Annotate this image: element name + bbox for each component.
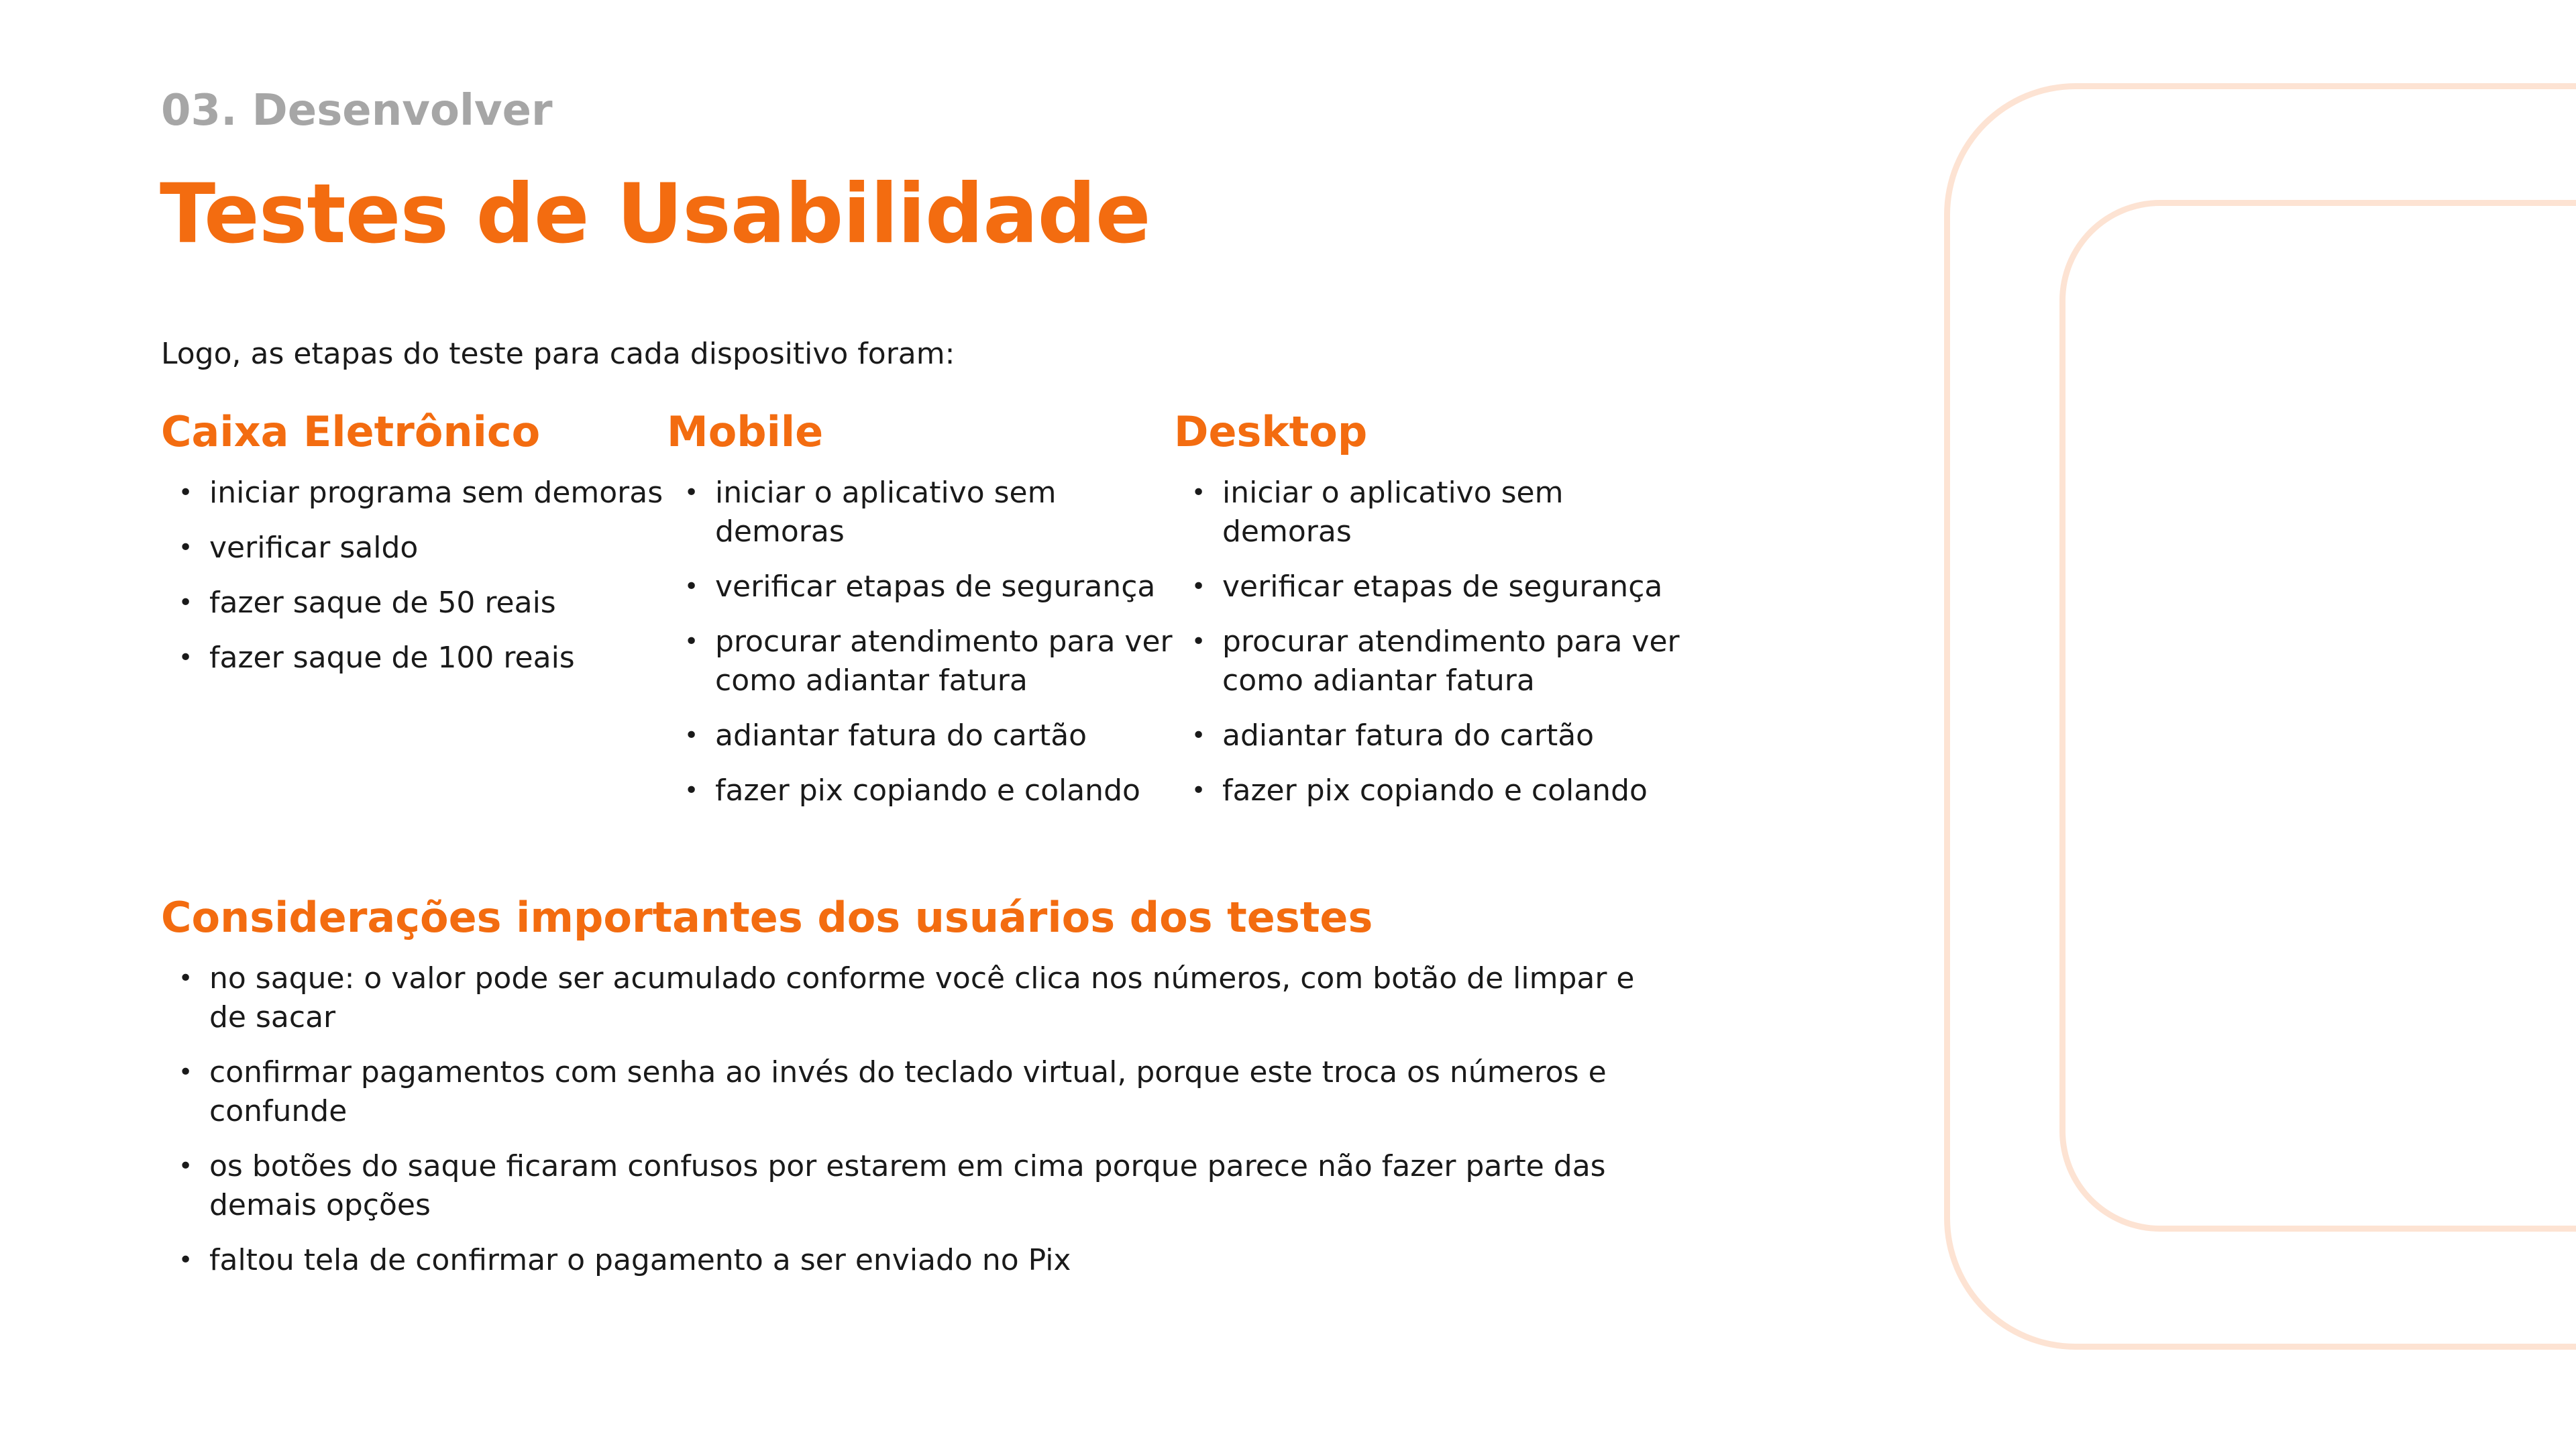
list-item	[161, 1241, 1677, 1280]
step-list	[667, 474, 1177, 810]
list-item-text: os botões do saque ficaram confusos por estarem em cima porque parece não fazer parte das demais opções	[209, 1149, 1606, 1222]
list-item	[667, 474, 1177, 551]
list-item	[1174, 623, 1684, 700]
bullet-icon: •	[684, 573, 699, 600]
list-item-text: verificar etapas de segurança	[1222, 570, 1663, 604]
list-item	[161, 529, 671, 568]
bullet-icon: •	[178, 534, 193, 561]
considerations-list	[161, 959, 1677, 1280]
list-item	[1174, 771, 1684, 810]
step-list	[1174, 474, 1684, 810]
list-item	[667, 716, 1177, 755]
column-heading: Caixa Eletrônico	[161, 407, 541, 456]
bullet-icon: •	[1191, 479, 1206, 506]
list-item-text: iniciar o aplicativo sem demoras	[1222, 476, 1564, 549]
list-item-text: no saque: o valor pode ser acumulado conforme você clica nos números, com botão de limpar e de sacar	[209, 961, 1635, 1034]
column-heading: Desktop	[1174, 407, 1368, 456]
considerations-section	[161, 890, 1677, 1296]
list-item	[1174, 568, 1684, 606]
list-item	[667, 771, 1177, 810]
column-desktop	[1174, 404, 1684, 826]
list-item-text: adiantar fatura do cartão	[1222, 718, 1595, 753]
list-item	[1174, 716, 1684, 755]
bullet-icon: •	[178, 1059, 193, 1086]
list-item	[161, 959, 1677, 1037]
step-list	[161, 474, 671, 678]
list-item	[161, 1053, 1677, 1131]
list-item-text: iniciar o aplicativo sem demoras	[715, 476, 1057, 549]
decorative-inner-frame	[2059, 200, 2576, 1232]
bullet-icon: •	[178, 965, 193, 992]
list-item	[667, 623, 1177, 700]
list-item-text: verificar etapas de segurança	[715, 570, 1156, 604]
bullet-icon: •	[178, 589, 193, 616]
page-title: Testes de Usabilidade	[160, 166, 1150, 262]
list-item	[161, 584, 671, 623]
bullet-icon: •	[684, 628, 699, 655]
list-item	[161, 1147, 1677, 1225]
bullet-icon: •	[684, 479, 699, 506]
considerations-heading: Considerações importantes dos usuários dos testes	[161, 893, 1373, 942]
list-item	[667, 568, 1177, 606]
list-item	[1174, 474, 1684, 551]
list-item-text: verificar saldo	[209, 531, 419, 565]
list-item-text: procurar atendimento para ver como adiantar fatura	[715, 625, 1173, 698]
list-item-text: confirmar pagamentos com senha ao invés do teclado virtual, porque este troca os números e confunde	[209, 1055, 1607, 1128]
section-label: 03. Desenvolver	[161, 86, 553, 136]
bullet-icon: •	[178, 479, 193, 506]
bullet-icon: •	[178, 644, 193, 672]
list-item-text: fazer saque de 50 reais	[209, 586, 556, 620]
bullet-icon: •	[178, 1246, 193, 1274]
bullet-icon: •	[1191, 777, 1206, 804]
bullet-icon: •	[684, 722, 699, 749]
bullet-icon: •	[684, 777, 699, 804]
list-item	[161, 639, 671, 678]
list-item-text: fazer pix copiando e colando	[715, 773, 1140, 808]
list-item	[161, 474, 671, 513]
column-caixa-eletronico	[161, 404, 671, 694]
list-item-text: procurar atendimento para ver como adiantar fatura	[1222, 625, 1680, 698]
intro-text: Logo, as etapas do teste para cada dispositivo foram:	[161, 337, 955, 371]
bullet-icon: •	[1191, 628, 1206, 655]
list-item-text: adiantar fatura do cartão	[715, 718, 1087, 753]
bullet-icon: •	[178, 1152, 193, 1180]
bullet-icon: •	[1191, 573, 1206, 600]
list-item-text: fazer saque de 100 reais	[209, 641, 575, 675]
column-mobile	[667, 404, 1177, 826]
bullet-icon: •	[1191, 722, 1206, 749]
list-item-text: faltou tela de confirmar o pagamento a ser enviado no Pix	[209, 1243, 1071, 1277]
list-item-text: iniciar programa sem demoras	[209, 476, 663, 510]
list-item-text: fazer pix copiando e colando	[1222, 773, 1648, 808]
column-heading: Mobile	[667, 407, 824, 456]
